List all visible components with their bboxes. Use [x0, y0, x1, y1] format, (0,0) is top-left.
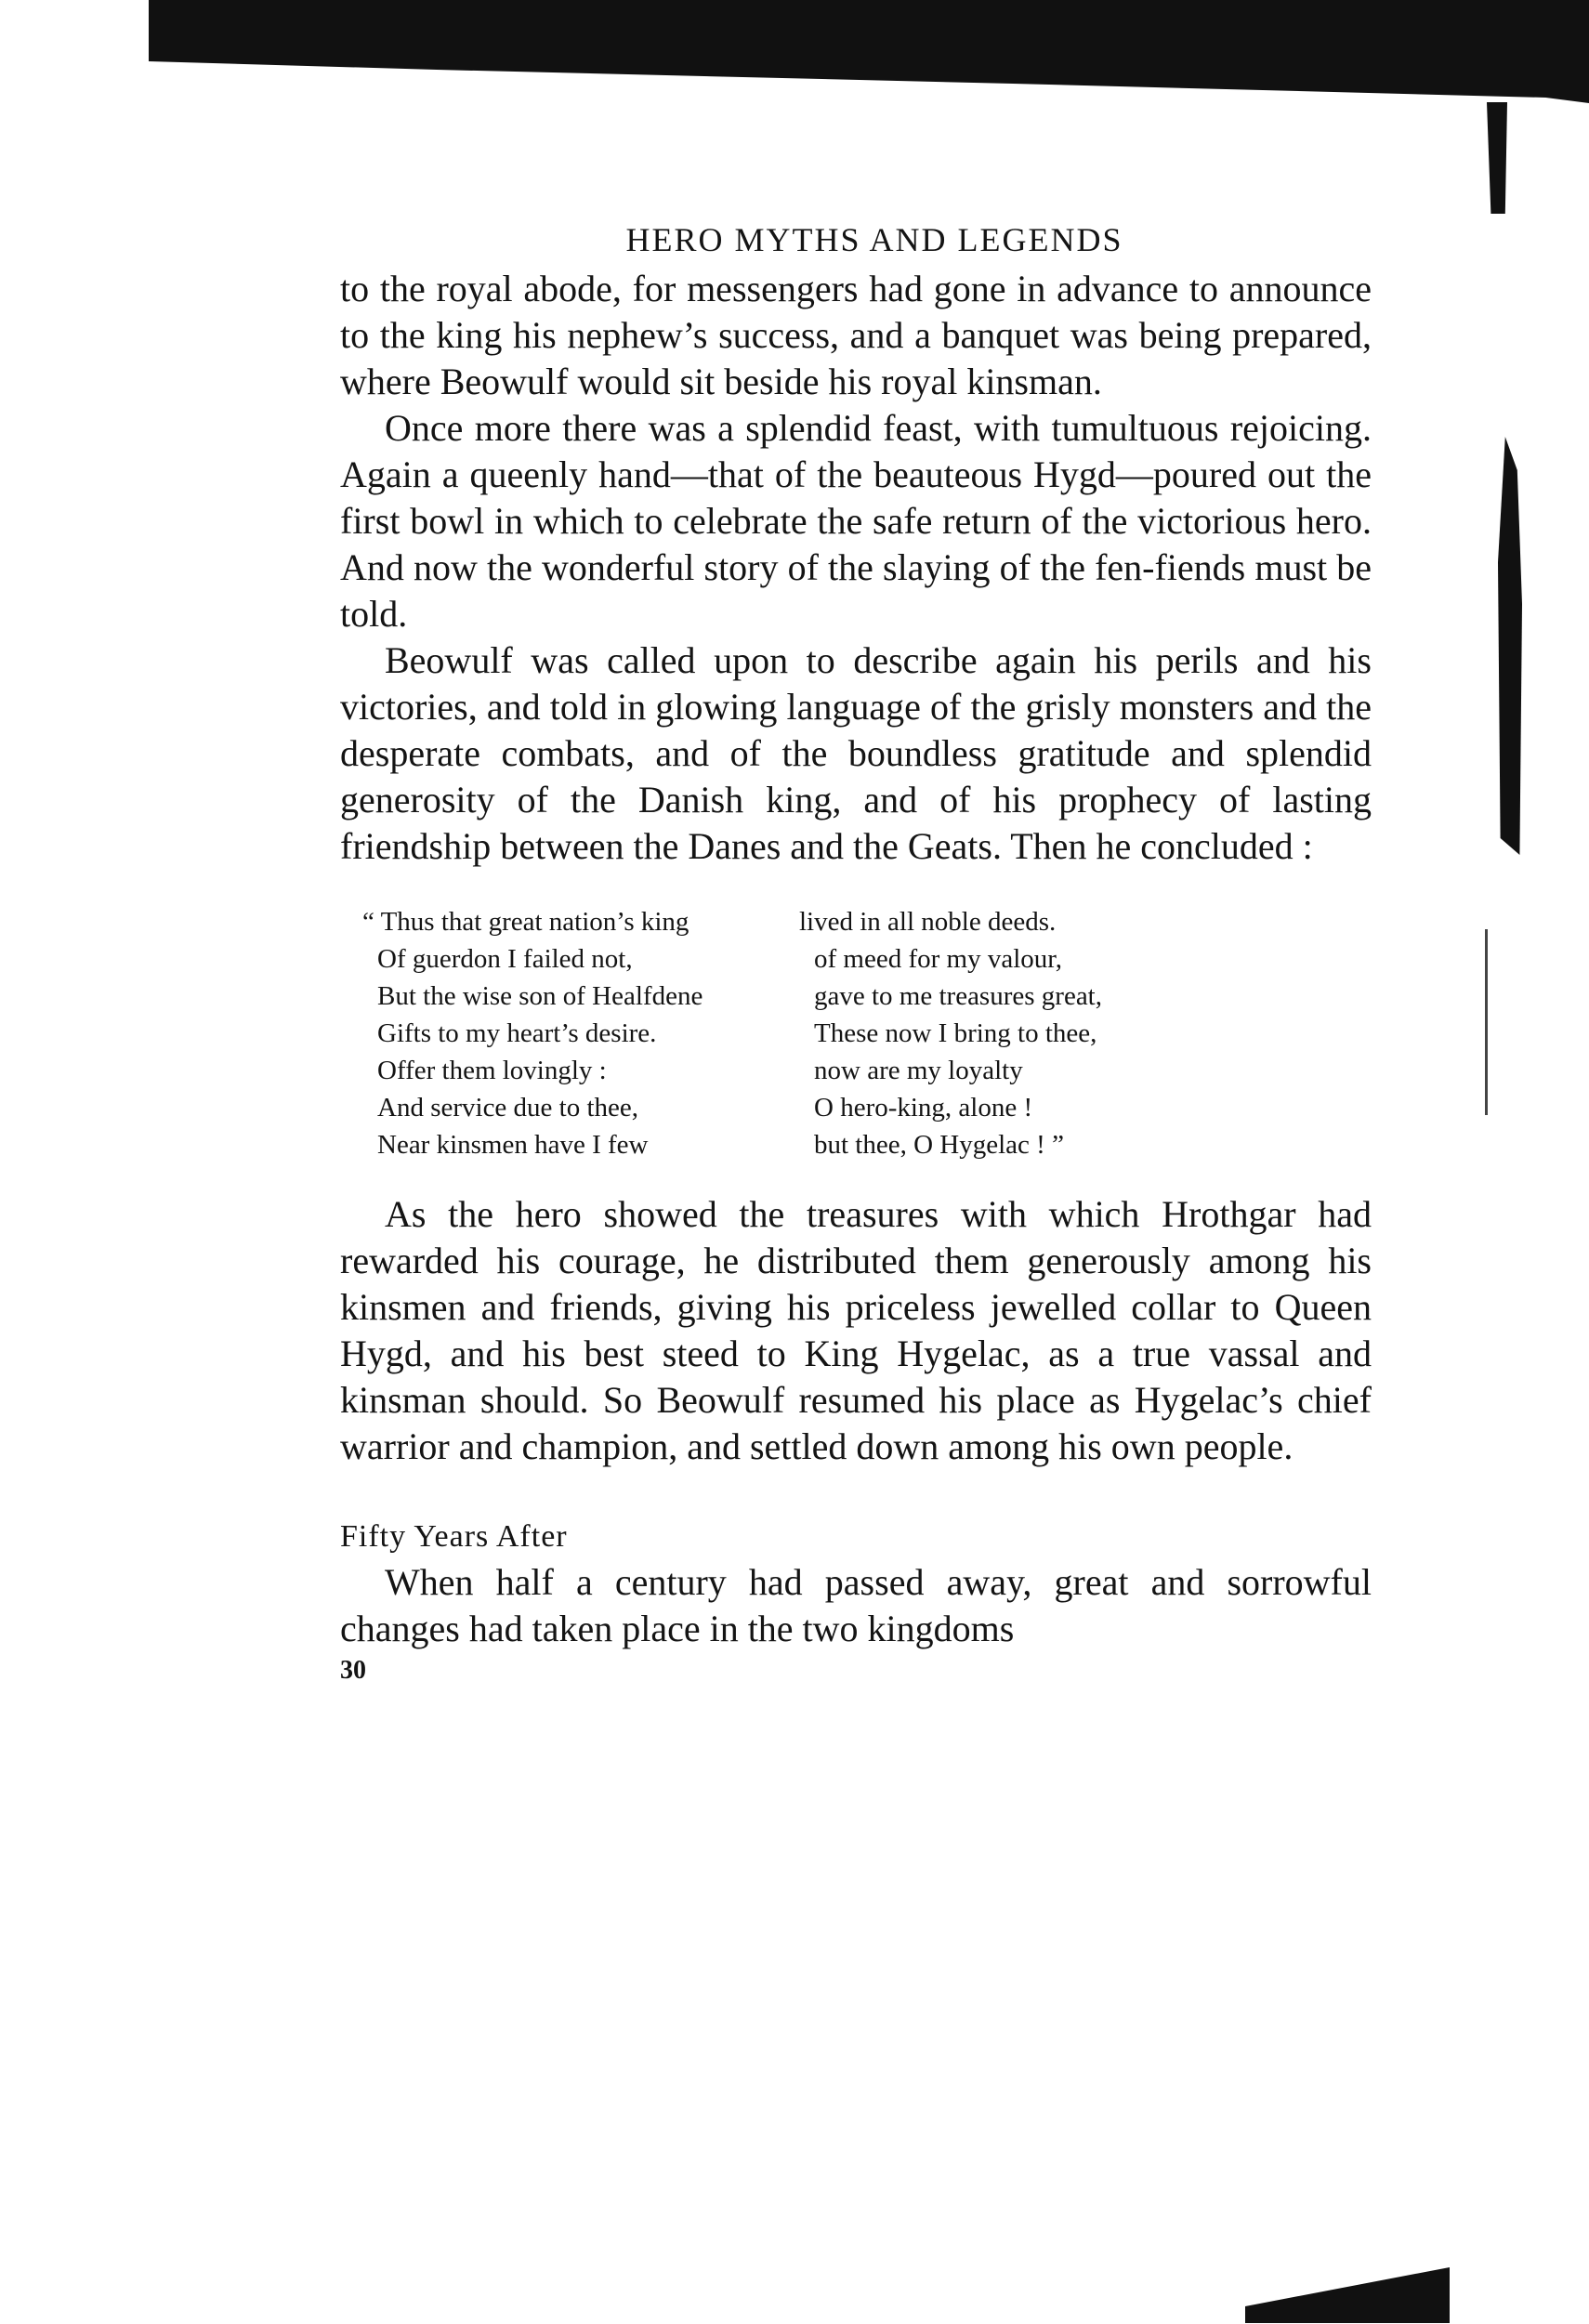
verse-second-half: lived in all noble deeds. [799, 907, 1057, 937]
running-head: HERO MYTHS AND LEGENDS [625, 221, 1123, 258]
verse-second-half: O hero-king, alone ! [814, 1093, 1033, 1123]
verse-first-half: “ Thus that great nation’s king [362, 907, 689, 937]
book-page [340, 214, 1372, 1686]
verse-first-half: Offer them lovingly : [377, 1056, 607, 1085]
verse-line [362, 903, 1372, 940]
verse-first-half: Gifts to my heart’s desire. [377, 1018, 657, 1048]
verse-line [377, 1126, 1372, 1163]
scan-edge-top [149, 0, 1589, 139]
verse-first-half: Near kinsmen have I few [377, 1130, 649, 1160]
paragraph-3: Beowulf was called upon to describe again his perils and his victories, and told in glowing language of the grisly monsters and the desperate combats, and of the boundless gratitude and splendid generosity of the Danish king, and of his prophecy of lasting friendship between the Danes and the Geats. Then he concluded : [340, 639, 1372, 867]
verse-second-half: These now I bring to thee, [814, 1018, 1097, 1048]
verse-line [377, 940, 1372, 978]
verse-line [377, 1015, 1372, 1052]
verse-first-half: But the wise son of Healfdene [377, 981, 703, 1011]
scan-edge-bottom [1245, 2267, 1450, 2323]
scan-edge-hook [1487, 102, 1507, 214]
verse-first-half: Of guerdon I failed not, [377, 944, 633, 974]
verse-line [377, 1089, 1372, 1126]
verse-line [377, 978, 1372, 1015]
paragraph-5: When half a century had passed away, great and sorrowful changes had taken place in the two kingdoms [340, 1561, 1372, 1649]
section-heading: Fifty Years After [340, 1519, 568, 1554]
scan-edge-right [1498, 437, 1522, 855]
verse-second-half: of meed for my valour, [814, 944, 1063, 974]
scan-line-right [1485, 929, 1488, 1115]
verse-second-half: gave to me treasures great, [814, 981, 1102, 1011]
paragraph-2: Once more there was a splendid feast, with tumultuous rejoicing. Again a queenly hand—that of the beauteous Hygd—poured out the first bowl in which to celebrate the safe return of the victorious hero. And now the wonderful story of the slaying of the fen-fiends must be told. [340, 407, 1372, 635]
verse-quotation [362, 903, 1372, 1163]
verse-second-half: now are my loyalty [814, 1056, 1023, 1085]
verse-first-half: And service due to thee, [377, 1093, 639, 1123]
paragraph-4: As the hero showed the treasures with which Hrothgar had rewarded his courage, he distributed them generously among his kinsmen and friends, giving his priceless jewelled collar to Queen Hygd, and his best steed to King Hygelac, as a true vassal and kinsman should. So Beowulf resumed his place as Hygelac’s chief warrior and champion, and settled down among his own people. [340, 1193, 1372, 1467]
paragraph-1: to the royal abode, for messengers had gone in advance to announce to the king his nephew’s success, and a banquet was being prepared, where Beowulf would sit beside his royal kinsman. [340, 268, 1372, 402]
page-number: 30 [340, 1656, 366, 1685]
verse-second-half: but thee, O Hygelac ! ” [814, 1130, 1064, 1160]
verse-line [377, 1052, 1372, 1089]
